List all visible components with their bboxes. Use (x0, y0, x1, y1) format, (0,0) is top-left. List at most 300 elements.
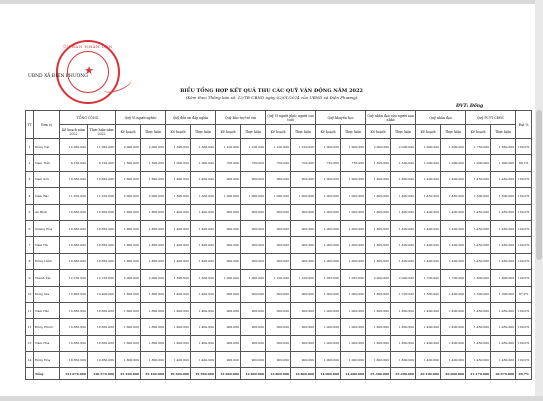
row-number: 3 (26, 171, 34, 187)
fund-done-cell: 1.800.000 (391, 253, 416, 269)
unit-name: Nam Bắc (34, 188, 60, 204)
fund-done-cell: 1.800.000 (141, 171, 166, 187)
fund-plan-cell: 1.800.000 (116, 237, 141, 253)
fund-done-cell: 1.400.000 (441, 352, 466, 368)
row-number: 12 (26, 319, 34, 335)
total-plan: 10.650.000 (60, 253, 88, 269)
fund-done-cell: 900.000 (241, 286, 266, 302)
fund-done-cell: 1.000.000 (491, 155, 516, 171)
total-plan: 10.650.000 (60, 220, 88, 236)
table-row (26, 253, 532, 269)
fund-done-cell: 14.000.000 (341, 368, 366, 380)
fund-done-cell: 1.800.000 (141, 335, 166, 351)
document-subtitle: (Kèm theo Thông báo số: 12/TB-UBND ngày 02/01/2024 của UBND xã Điện Phương) (185, 95, 358, 100)
fund-plan-cell: 1.000.000 (316, 204, 341, 220)
vertical-scrollbar[interactable] (535, 0, 543, 401)
total-done: 10.650.000 (88, 352, 116, 368)
table-row (26, 352, 532, 368)
header-fund-5: Quỹ khuyến học (316, 111, 366, 125)
sub-header-done: Thực hiện (491, 125, 516, 139)
fund-done-cell: 900.000 (241, 319, 266, 335)
sub-header-plan: Kế hoạch (266, 125, 291, 139)
fund-plan-cell: 25.300.000 (366, 368, 391, 380)
fund-plan-cell: 700.000 (266, 155, 291, 171)
fund-plan-cell: 1.800.000 (366, 286, 391, 302)
fund-plan-cell: 1.400.000 (166, 237, 191, 253)
header-fund-7: Quỹ nhân đạo (416, 111, 466, 125)
fund-plan-cell: 1.000.000 (266, 188, 291, 204)
rate-cell: 99,1% (516, 155, 532, 171)
fund-plan-cell: 900.000 (266, 352, 291, 368)
total-done: 10.650.000 (88, 204, 116, 220)
fund-plan-cell: 1.050.000 (316, 270, 341, 286)
fund-done-cell: 2.000.000 (141, 188, 166, 204)
row-number: 6 (26, 220, 34, 236)
rate-cell: 100,0% (516, 319, 532, 335)
fund-done-cell: 1.400.000 (191, 335, 216, 351)
total-done: 11.950.000 (88, 139, 116, 155)
fund-done-cell: 2.000.000 (391, 270, 416, 286)
fund-done-cell: 1.800.000 (391, 237, 416, 253)
fund-plan-cell: 750.000 (316, 155, 341, 171)
fund-plan-cell: 900.000 (266, 319, 291, 335)
fund-plan-cell: 1.400.000 (416, 335, 441, 351)
fund-done-cell: 1.500.000 (191, 139, 216, 155)
fund-plan-cell: 1.800.000 (366, 302, 391, 318)
row-number: 7 (26, 237, 34, 253)
fund-done-cell: 900.000 (241, 237, 266, 253)
table-row (26, 204, 532, 220)
table-row (26, 270, 532, 286)
fund-done-cell: 1.000.000 (291, 188, 316, 204)
fund-plan-cell: 900.000 (266, 335, 291, 351)
fund-plan-cell: 1.800.000 (466, 270, 491, 286)
fund-plan-cell: 1.400.000 (416, 352, 441, 368)
fund-done-cell: 1.000.000 (241, 188, 266, 204)
total-done: 150.570.000 (88, 368, 116, 380)
fund-plan-cell: 1.450.000 (416, 188, 441, 204)
row-number: 5 (26, 204, 34, 220)
fund-done-cell: 1.000.000 (341, 335, 366, 351)
fund-done-cell: 1.600.000 (441, 139, 466, 155)
fund-plan-cell: 1.800.000 (366, 204, 391, 220)
fund-done-cell: 900.000 (241, 352, 266, 368)
sub-header-plan: Kế hoạch (116, 125, 141, 139)
fund-done-cell: 1.700.000 (441, 270, 466, 286)
fund-plan-cell: 1.450.000 (466, 204, 491, 220)
seal-text: ỦY BAN NHÂN DÂN (63, 44, 113, 49)
fund-done-cell: 1.000.000 (341, 204, 366, 220)
total-done: 10.650.000 (88, 302, 116, 318)
fund-plan-cell: 1.400.000 (416, 171, 441, 187)
total-plan: 10.650.000 (60, 204, 88, 220)
fund-done-cell: 1.400.000 (441, 237, 466, 253)
fund-done-cell: 900.000 (291, 335, 316, 351)
row-number: 13 (26, 335, 34, 351)
fund-plan-cell: 1.400.000 (166, 352, 191, 368)
fund-done-cell: 1.400.000 (441, 171, 466, 187)
fund-plan-cell: 2.000.000 (366, 139, 391, 155)
fund-plan-cell: 1.500.000 (166, 188, 191, 204)
fund-done-cell: 1.800.000 (141, 286, 166, 302)
unit-name: Đông Gia (34, 286, 60, 302)
agency-name: UBND XÃ ĐIỆN PHƯƠNG (28, 74, 88, 79)
sub-header-plan: Kế hoạch (466, 125, 491, 139)
table-row (26, 286, 532, 302)
fund-done-cell: 1.450.000 (491, 319, 516, 335)
fund-plan-cell: 1.500.000 (166, 270, 191, 286)
row-number: 1 (26, 139, 34, 155)
fund-plan-cell: 2.000.000 (116, 139, 141, 155)
fund-done-cell: 900.000 (241, 204, 266, 220)
fund-plan-cell: 1.500.000 (166, 139, 191, 155)
fund-done-cell: 1.800.000 (391, 171, 416, 187)
fund-plan-cell: 1.400.000 (166, 253, 191, 269)
fund-done-cell: 25.100.000 (141, 368, 166, 380)
fund-done-cell: 1.000.000 (341, 237, 366, 253)
fund-plan-cell: 1.100.000 (266, 270, 291, 286)
fund-plan-cell: 1.400.000 (416, 220, 441, 236)
fund-done-cell: 19.500.000 (191, 368, 216, 380)
total-done: 10.650.000 (88, 253, 116, 269)
total-done: 10.650.000 (88, 171, 116, 187)
total-plan: 12.150.000 (60, 270, 88, 286)
fund-done-cell: 900.000 (291, 220, 316, 236)
fund-done-cell: 1.450.000 (491, 237, 516, 253)
rate-cell: 100,0% (516, 352, 532, 368)
sub-header-done: Thực hiện (441, 125, 466, 139)
fund-done-cell: 1.100.000 (291, 139, 316, 155)
fund-plan-cell: 1.000.000 (316, 253, 341, 269)
sub-header-done: Thực hiện (291, 125, 316, 139)
fund-plan-cell: 1.800.000 (116, 253, 141, 269)
fund-done-cell: 1.400.000 (191, 253, 216, 269)
fund-done-cell: 1.450.000 (491, 253, 516, 269)
document-title: BIỂU TỔNG HỢP KẾT QUẢ THU CÁC QUỸ VẬN ĐỘNG NĂM 2022 (180, 88, 363, 94)
fund-done-cell: 900.000 (291, 286, 316, 302)
fund-plan-cell: 1.800.000 (366, 220, 391, 236)
fund-done-cell: 1.800.000 (141, 253, 166, 269)
fund-plan-cell: 1.000.000 (316, 319, 341, 335)
fund-plan-cell: 12.600.000 (216, 368, 241, 380)
fund-plan-cell: 900.000 (216, 237, 241, 253)
row-number (26, 368, 34, 380)
fund-done-cell: 1.800.000 (391, 335, 416, 351)
fund-plan-cell: 1.750.000 (466, 139, 491, 155)
fund-plan-cell: 900.000 (216, 253, 241, 269)
fund-done-cell: 1.400.000 (441, 319, 466, 335)
fund-plan-cell: 900.000 (266, 204, 291, 220)
sub-header-done: Thực hiện (241, 125, 266, 139)
fund-plan-cell: 1.100.000 (216, 139, 241, 155)
fund-done-cell: 1.450.000 (491, 335, 516, 351)
total-plan: 11.250.000 (60, 188, 88, 204)
unit-label: ĐVT: Đồng (456, 104, 484, 109)
fund-done-cell: 12.600.000 (241, 368, 266, 380)
fund-done-cell: 1.400.000 (441, 286, 466, 302)
fund-done-cell: 1.800.000 (391, 319, 416, 335)
rate-cell: 97,2% (516, 286, 532, 302)
fund-plan-cell: 1.800.000 (116, 204, 141, 220)
viewer-top-edge (0, 0, 543, 4)
header-fund-3: Quỹ Bảo trợ trẻ em (216, 111, 266, 125)
fund-done-cell: 900.000 (291, 253, 316, 269)
fund-plan-cell: 1.800.000 (366, 335, 391, 351)
fund-done-cell: 750.000 (341, 155, 366, 171)
total-done: 10.650.000 (88, 335, 116, 351)
fund-plan-cell: 900.000 (216, 220, 241, 236)
rate-cell: 100,0% (516, 139, 532, 155)
fund-done-cell: 1.800.000 (141, 352, 166, 368)
fund-plan-cell: 2.000.000 (116, 270, 141, 286)
fund-done-cell: 2.000.000 (391, 139, 416, 155)
fund-plan-cell: 1.400.000 (416, 319, 441, 335)
fund-done-cell: 1.300.000 (491, 286, 516, 302)
sub-header-done: Thực hiện (391, 125, 416, 139)
fund-plan-cell: 1.000.000 (216, 188, 241, 204)
fund-done-cell: 1.400.000 (191, 302, 216, 318)
fund-done-cell: 1.450.000 (491, 352, 516, 368)
fund-plan-cell: 1.800.000 (116, 335, 141, 351)
sub-header-plan-2022: Kế hoạch năm 2022 (60, 125, 88, 139)
fund-plan-cell: 1.500.000 (416, 286, 441, 302)
fund-plan-cell: 1.450.000 (466, 237, 491, 253)
fund-done-cell: 20.000.000 (441, 368, 466, 380)
fund-plan-cell: 1.000.000 (316, 139, 341, 155)
fund-plan-cell: 900.000 (266, 220, 291, 236)
header-fund-6: Quỹ nhân đạo cứu người nạn nhân (366, 111, 416, 125)
header-rate: Đạt % (516, 111, 532, 139)
total-plan: 10.650.000 (60, 171, 88, 187)
fund-plan-cell: 1.400.000 (166, 171, 191, 187)
header-fund-4: Quỹ Vì người phúc người cao tuổi (266, 111, 316, 125)
total-plan: 10.650.000 (60, 302, 88, 318)
sub-header-plan: Kế hoạch (216, 125, 241, 139)
rate-cell: 100,0% (516, 188, 532, 204)
fund-done-cell: 1.800.000 (141, 319, 166, 335)
fund-done-cell: 20.970.000 (491, 368, 516, 380)
fund-done-cell: 1.450.000 (441, 188, 466, 204)
row-number: 2 (26, 155, 34, 171)
total-plan: 10.650.000 (60, 335, 88, 351)
fund-plan-cell: 1.000.000 (316, 220, 341, 236)
fund-plan-cell: 700.000 (216, 155, 241, 171)
fund-plan-cell: 20.100.000 (416, 368, 441, 380)
sub-header-plan: Kế hoạch (416, 125, 441, 139)
row-number: 14 (26, 352, 34, 368)
fund-plan-cell: 900.000 (266, 171, 291, 187)
fund-done-cell: 900.000 (241, 335, 266, 351)
fund-done-cell: 1.400.000 (191, 220, 216, 236)
fund-done-cell: 1.000.000 (341, 139, 366, 155)
sub-header-row (26, 125, 532, 139)
fund-plan-cell: 900.000 (216, 286, 241, 302)
header-unit: Đơn vị (34, 111, 60, 139)
fund-done-cell: 1.800.000 (391, 204, 416, 220)
total-plan: 151.070.000 (60, 368, 88, 380)
rate-cell: 100,0% (516, 302, 532, 318)
fund-plan-cell: 2.000.000 (116, 188, 141, 204)
total-plan: 10.650.000 (60, 237, 88, 253)
fund-plan-cell: 1.000.000 (316, 335, 341, 351)
unit-name: Đông Phước (34, 319, 60, 335)
fund-done-cell: 1.000.000 (341, 253, 366, 269)
unit-name: Tổng (34, 368, 60, 380)
fund-done-cell: 700.000 (291, 155, 316, 171)
fund-done-cell: 1.800.000 (391, 352, 416, 368)
fund-done-cell: 1.500.000 (391, 155, 416, 171)
fund-done-cell: 1.500.000 (141, 155, 166, 171)
fund-plan-cell: 1.500.000 (116, 155, 141, 171)
fund-summary-table (25, 110, 532, 380)
fund-plan-cell: 1.400.000 (166, 286, 191, 302)
fund-plan-cell: 1.800.000 (116, 319, 141, 335)
fund-done-cell: 1.800.000 (141, 220, 166, 236)
rate-cell: 100,0% (516, 220, 532, 236)
fund-plan-cell: 1.450.000 (466, 302, 491, 318)
fund-plan-cell: 1.400.000 (416, 302, 441, 318)
fund-done-cell: 900.000 (241, 253, 266, 269)
total-plan: 8.150.000 (60, 155, 88, 171)
unit-name: Nam Hà (34, 237, 60, 253)
fund-done-cell: 900.000 (241, 302, 266, 318)
fund-plan-cell: 1.000.000 (316, 171, 341, 187)
fund-plan-cell: 1.000.000 (316, 352, 341, 368)
rate-cell: 100,0% (516, 270, 532, 286)
fund-plan-cell: 14.000.000 (316, 368, 341, 380)
fund-plan-cell: 19.500.000 (166, 368, 191, 380)
fund-done-cell: 900.000 (291, 352, 316, 368)
rate-cell: 100,0% (516, 335, 532, 351)
fund-plan-cell: 1.000.000 (316, 302, 341, 318)
fund-done-cell: 1.400.000 (191, 319, 216, 335)
table-row (26, 155, 532, 171)
fund-done-cell: 1.400.000 (191, 352, 216, 368)
fund-done-cell: 1.450.000 (491, 171, 516, 187)
fund-plan-cell: 1.800.000 (116, 171, 141, 187)
fund-plan-cell: 1.000.000 (316, 286, 341, 302)
fund-plan-cell: 1.800.000 (116, 286, 141, 302)
fund-plan-cell: 900.000 (266, 286, 291, 302)
fund-done-cell: 1.400.000 (441, 302, 466, 318)
unit-name: Nam Hải (34, 302, 60, 318)
fund-done-cell: 900.000 (291, 237, 316, 253)
fund-done-cell: 900.000 (241, 220, 266, 236)
table-row (26, 319, 532, 335)
fund-plan-cell: 21.170.000 (466, 368, 491, 380)
header-fund-1: Quỹ Vì người nghèo (116, 111, 166, 125)
unit-name: Đông Hòa (34, 352, 60, 368)
fund-done-cell: 1.800.000 (391, 220, 416, 236)
table-row (26, 237, 532, 253)
total-plan: 12.050.000 (60, 139, 88, 155)
sub-header-plan: Kế hoạch (366, 125, 391, 139)
table-row (26, 171, 532, 187)
fund-plan-cell: 900.000 (216, 302, 241, 318)
fund-done-cell: 1.000.000 (341, 352, 366, 368)
fund-done-cell: 1.000.000 (341, 220, 366, 236)
fund-plan-cell: 900.000 (216, 335, 241, 351)
fund-plan-cell: 1.800.000 (366, 253, 391, 269)
fund-done-cell: 1.000.000 (341, 171, 366, 187)
unit-name: An Bình (34, 204, 60, 220)
fund-done-cell: 1.000.000 (441, 155, 466, 171)
fund-plan-cell: 1.800.000 (366, 237, 391, 253)
fund-plan-cell: 900.000 (216, 171, 241, 187)
table-body (26, 139, 532, 380)
fund-done-cell: 12.800.000 (291, 368, 316, 380)
fund-plan-cell: 1.450.000 (466, 335, 491, 351)
fund-plan-cell: 1.800.000 (116, 220, 141, 236)
fund-plan-cell: 1.450.000 (466, 171, 491, 187)
fund-plan-cell: 1.450.000 (466, 352, 491, 368)
unit-name: Thanh Tây (34, 270, 60, 286)
fund-plan-cell: 1.000.000 (216, 270, 241, 286)
fund-plan-cell: 900.000 (216, 352, 241, 368)
rate-cell: 100,0% (516, 204, 532, 220)
fund-done-cell: 1.400.000 (441, 253, 466, 269)
header-stt: TT (26, 111, 34, 139)
total-plan: 10.650.000 (60, 319, 88, 335)
fund-plan-cell: 900.000 (266, 302, 291, 318)
fund-done-cell: 1.400.000 (441, 220, 466, 236)
table-row (26, 220, 532, 236)
fund-done-cell: 1.400.000 (191, 204, 216, 220)
fund-plan-cell: 1.800.000 (366, 352, 391, 368)
star-icon: ★ (84, 64, 94, 77)
total-done: 10.650.000 (88, 319, 116, 335)
fund-plan-cell: 1.500.000 (466, 188, 491, 204)
fund-plan-cell: 1.400.000 (166, 335, 191, 351)
fund-plan-cell: 1.000.000 (166, 155, 191, 171)
fund-plan-cell: 1.400.000 (166, 220, 191, 236)
fund-plan-cell: 1.450.000 (466, 220, 491, 236)
fund-plan-cell: 2.000.000 (366, 270, 391, 286)
total-plan: 10.800.000 (60, 286, 88, 302)
row-number: 4 (26, 188, 34, 204)
viewer-bottom-edge (0, 396, 543, 401)
fund-done-cell: 1.450.000 (491, 220, 516, 236)
fund-plan-cell: 1.450.000 (466, 253, 491, 269)
sub-header-plan: Kế hoạch (316, 125, 341, 139)
fund-done-cell: 1.000.000 (341, 319, 366, 335)
fund-plan-cell: 1.800.000 (116, 302, 141, 318)
fund-plan-cell: 1.400.000 (166, 204, 191, 220)
total-done: 12.150.000 (88, 270, 116, 286)
fund-plan-cell: 12.800.000 (266, 368, 291, 380)
scrollbar-thumb[interactable] (536, 110, 542, 260)
unit-name: Nam Hòa (34, 335, 60, 351)
total-done: 11.250.000 (88, 188, 116, 204)
header-fund-8: Quỹ PCTT CĐĐC (466, 111, 516, 125)
sub-header-plan: Kế hoạch (166, 125, 191, 139)
fund-plan-cell: 1.600.000 (416, 139, 441, 155)
fund-done-cell: 1.000.000 (341, 302, 366, 318)
header-total: TỔNG CỘNG (60, 111, 116, 125)
fund-done-cell: 1.800.000 (141, 204, 166, 220)
fund-done-cell: 1.450.000 (491, 204, 516, 220)
unit-name: Đông Lãnh (34, 253, 60, 269)
unit-name: Nam Tiến (34, 155, 60, 171)
fund-done-cell: 1.100.000 (241, 139, 266, 155)
fund-done-cell: 900.000 (291, 171, 316, 187)
fund-done-cell: 1.100.000 (291, 270, 316, 286)
row-number: 11 (26, 302, 34, 318)
fund-done-cell: 900.000 (291, 302, 316, 318)
fund-done-cell: 1.400.000 (441, 204, 466, 220)
fund-done-cell: 1.000.000 (341, 286, 366, 302)
rate-cell: 100,0% (516, 171, 532, 187)
